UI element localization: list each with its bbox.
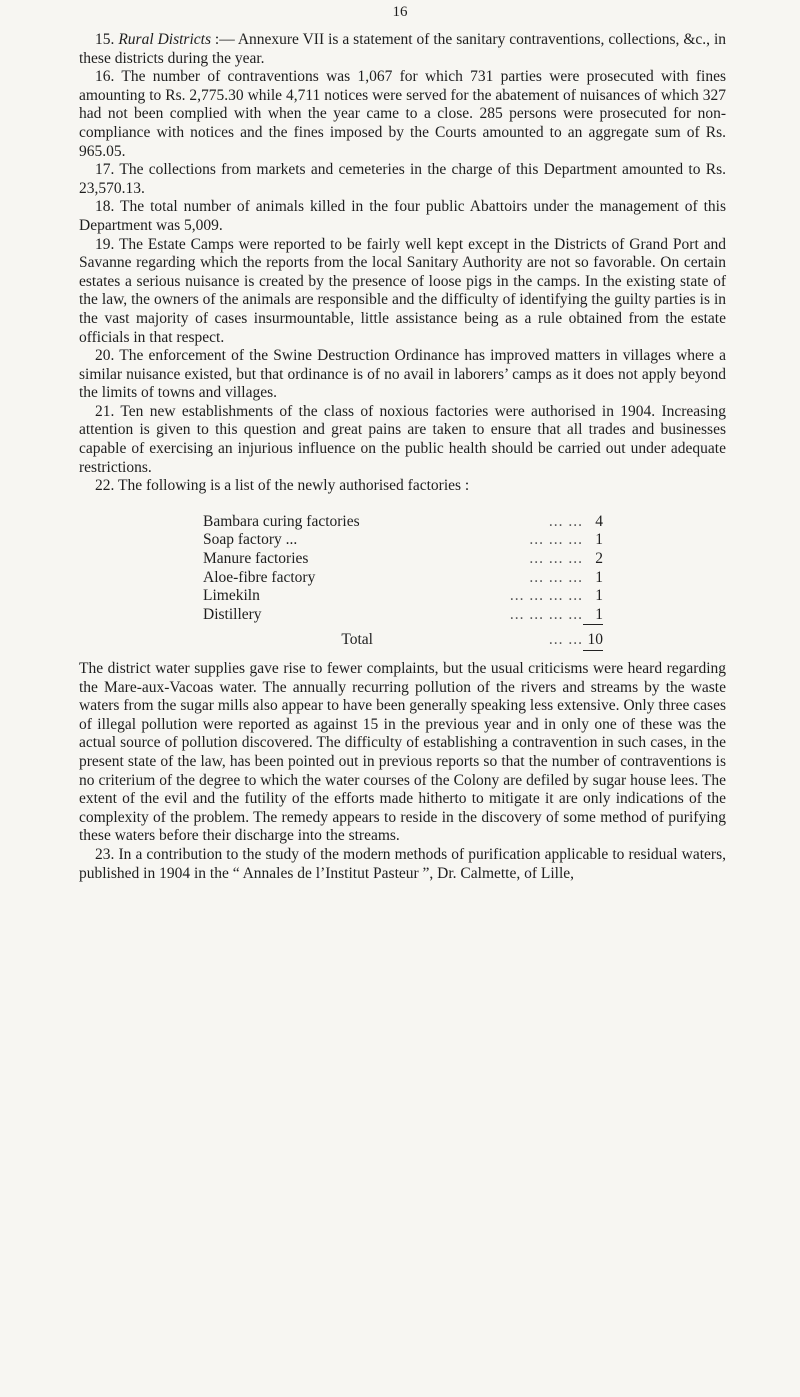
paragraph-17: 17. The collections from markets and cemeteries in the charge of this Department amounted to Rs. 23,570.13. xyxy=(79,161,726,197)
leader-dots: ... ... ... xyxy=(529,568,583,586)
paragraph-15-lead: 15. xyxy=(95,31,119,48)
factory-name: Bambara curing factories xyxy=(203,512,360,530)
factory-count: 1 xyxy=(595,587,603,605)
paragraph-19: 19. The Estate Camps were reported to be fairly well kept except in the Districts of Grand Port and Savanne regarding which the reports from the local Sanitary Authority are not so favorable. On certain estates a serious nuisance is created by the presence of loose pigs in the camps. In the existing state of the law, the owners of the animals are responsible and the difficulty of identifying the guilty parties is in the vast majority of cases insurmountable, little assistance being as a rule obtained from the estate officials in that respect. xyxy=(79,235,726,346)
leader-dots: ... ... ... xyxy=(529,550,583,568)
factory-count: 1 xyxy=(595,568,603,586)
paragraph-22: 22. The following is a list of the newly authorised factories : xyxy=(95,477,470,495)
paragraph-15-text: :— Annexure VII is a statement of the sanitary contraventions, collections, &c., in these districts during the year. xyxy=(79,31,727,67)
leader-dots: ... ... xyxy=(548,631,583,649)
leader-dots: ... ... ... ... xyxy=(509,587,583,605)
total-count: 10 xyxy=(583,625,603,651)
leader-dots: ... ... ... ... xyxy=(509,606,583,624)
factory-name: Limekiln xyxy=(203,587,260,605)
paragraph-18: 18. The total number of animals killed in the four public Abattoirs under the management of this Department was 5,009. xyxy=(79,198,726,234)
paragraph-22-continued: The district water supplies gave rise to fewer complaints, but the usual criticisms were heard regarding the Mare-aux-Vacoas water. The annually recurring pollution of the rivers and streams by the waste waters from the sugar mills also appear to have been generally speaking less extensive. Only three cases of illegal pollution were reported as against 15 in the previous year and in only one of these was the actual source of pollution discovered. The difficulty of establishing a contravention in such cases, in the present state of the law, has been pointed out in previous reports so that the number of contraventions is no criterium of the degree to which the water courses of the Colony are defiled by sugar house lees. The extent of the evil and the futility of the efforts made hitherto to mitigate it are only indications of the complexity of the problem. The remedy appears to reside in the discovery of some method of purifying these waters before their discharge into the streams. xyxy=(79,660,726,845)
table-row xyxy=(203,587,603,606)
factory-count: 1 xyxy=(583,606,603,625)
leader-dots: ... ... ... xyxy=(529,531,583,549)
paragraph-21: 21. Ten new establishments of the class of noxious factories were authorised in 1904. Increasing attention is given to this question and great pains are taken to ensure that all trades and businesses capable of exercising an injurious influence on the public health should be carried out under adequate restrictions. xyxy=(79,402,726,476)
leader-dots: ... ... xyxy=(548,512,583,530)
table-row xyxy=(203,513,603,532)
factory-name: Manure factories xyxy=(203,550,309,568)
factory-count: 2 xyxy=(595,550,603,568)
table-row xyxy=(203,606,603,625)
body-text xyxy=(79,31,726,883)
table-row xyxy=(203,550,603,569)
factory-count: 1 xyxy=(595,531,603,549)
section-title-rural-districts: Rural Districts xyxy=(118,31,211,48)
paragraph-15 xyxy=(79,31,726,68)
table-row xyxy=(203,569,603,588)
factory-name: Aloe-fibre factory xyxy=(203,568,316,586)
total-label: Total xyxy=(341,631,373,649)
total-row xyxy=(203,625,603,651)
factories-table xyxy=(203,513,603,651)
paragraph-20: 20. The enforcement of the Swine Destruction Ordinance has improved matters in villages where a similar nuisance existed, but that ordinance is of no avail in laborers’ camps as it does not apply beyond the limits of towns and villages. xyxy=(79,347,726,402)
paragraph-16: 16. The number of contraventions was 1,067 for which 731 parties were prosecuted with fines amounting to Rs. 2,775.30 while 4,711 notices were served for the abatement of nuisances of which 327 had not been complied with when the year came to a close. 285 persons were prosecuted for non-compliance with notices and the fines imposed by the Courts amounted to an aggregate sum of Rs. 965.05. xyxy=(79,68,726,160)
page-number: 16 xyxy=(392,4,408,20)
factory-name: Distillery xyxy=(203,606,262,624)
table-row xyxy=(203,531,603,550)
factory-name: Soap factory ... xyxy=(203,531,298,549)
paragraph-23: 23. In a contribution to the study of the modern methods of purification applicable to residual waters, published in 1904 in the “ Annales de l’Institut Pasteur ”, Dr. Calmette, of Lille, xyxy=(79,845,726,882)
factory-count: 4 xyxy=(595,512,603,530)
